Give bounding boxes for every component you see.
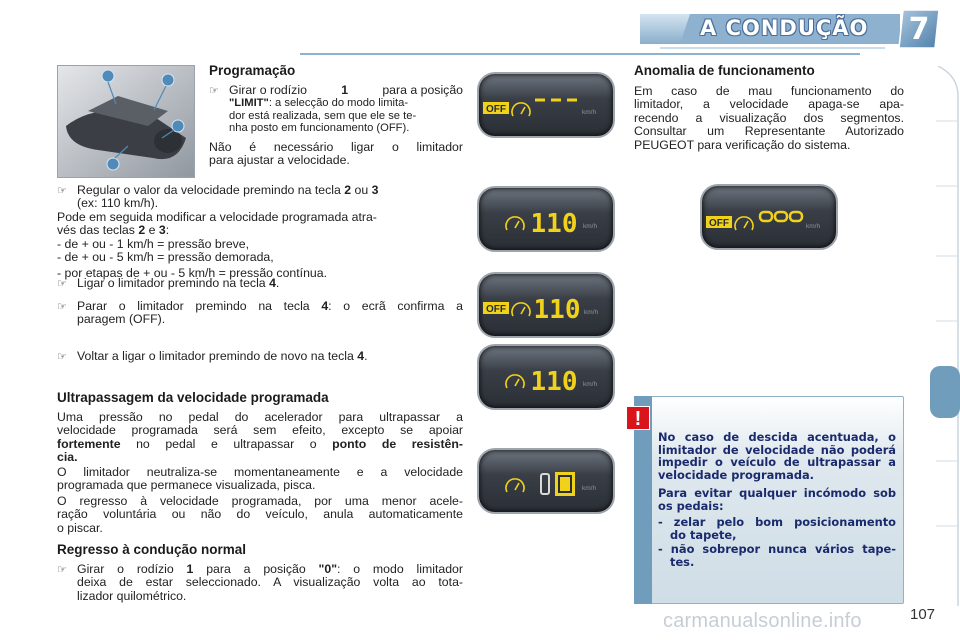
- key-label: 4: [321, 299, 329, 313]
- text: Girar o rodízio: [229, 83, 307, 97]
- text: :: [165, 223, 170, 238]
- hand-pointer-icon: ☞: [57, 350, 67, 363]
- key-label: 3: [371, 183, 379, 197]
- speedometer-icon: [506, 375, 524, 388]
- text: o piscar.: [57, 520, 103, 535]
- text: Pode em seguida modificar a velocidade programada atra-: [57, 210, 377, 224]
- text: O regresso à velocidade programada, por uma menor acele-: [57, 494, 463, 508]
- text: para a posição: [382, 83, 463, 97]
- paragraph-regresso-velocidade: [57, 495, 463, 535]
- list-item-regresso: [57, 563, 463, 605]
- speedometer-icon: [506, 217, 524, 230]
- display-blinking: [477, 448, 615, 514]
- list-item: - de + ou - 5 km/h = pressão demorada,: [57, 250, 274, 265]
- text: Em caso de mau funcionamento do: [634, 84, 904, 98]
- text: programada que permanece visualizada, pisca.: [57, 478, 316, 493]
- list-item-ligar: [57, 277, 463, 291]
- list-item: - por etapas de + ou - 5 km/h = pressão contínua.: [57, 265, 328, 280]
- heading-programacao: Programação: [209, 63, 296, 78]
- text: Não é necessário ligar o limitador: [209, 140, 463, 154]
- paragraph-ultrapassagem: [57, 411, 463, 465]
- text: Para evitar qualquer incómodo sob: [658, 486, 896, 500]
- text: impedir o veículo de ultrapassar a: [658, 455, 896, 470]
- list-item-voltar: [57, 350, 463, 364]
- warning-paragraph-1: [658, 431, 896, 481]
- text: recendo a visualização dos segmentos.: [634, 110, 904, 125]
- limiter-stalk-image: [57, 65, 195, 178]
- list-item: - zelar pelo bom posicionamento: [658, 515, 896, 529]
- unit-label: km/h: [582, 485, 597, 492]
- list-item: tes.: [670, 554, 695, 569]
- emphasis: ponto de resistên-: [332, 436, 463, 451]
- display-limit-off: [477, 72, 615, 138]
- heading-anomalia: Anomalia de funcionamento: [634, 63, 815, 78]
- text: paragem (OFF).: [77, 312, 166, 327]
- text: : a selecção do modo limita-: [268, 97, 409, 110]
- text: limitador de velocidade não poderá: [658, 442, 896, 457]
- display-speed-110-resumed: [477, 344, 615, 410]
- text: limitador, a velocidade apaga-se apa-: [634, 97, 904, 112]
- chapter-number: 7: [908, 12, 930, 47]
- text: os pedais:: [658, 498, 724, 513]
- warning-paragraph-2: [658, 487, 896, 512]
- chapter-edge-tabs: [928, 66, 960, 606]
- paragraph-nao-necessario: [209, 141, 463, 168]
- off-label: OFF: [486, 304, 506, 315]
- text: nha posto em funcionamento (OFF).: [229, 122, 410, 135]
- list-item: - não sobrepor nunca vários tape-: [658, 542, 896, 557]
- paragraph-modificar: [57, 211, 463, 280]
- text: Uma pressão no pedal do acelerador para ultrapassar a: [57, 410, 463, 424]
- speed-readout: 110: [533, 295, 581, 325]
- text: ração voluntária ou não do veículo, anula automaticamente: [57, 507, 463, 522]
- list-item: - de + ou - 1 km/h = pressão breve,: [57, 236, 250, 251]
- speedometer-icon: [506, 479, 524, 492]
- text: .: [275, 276, 280, 290]
- off-label: OFF: [709, 218, 729, 229]
- hand-pointer-icon: ☞: [57, 277, 67, 290]
- key-label: 2: [344, 183, 352, 197]
- text: velocidade programada será sem efeito, excepto se apoiar: [57, 423, 463, 438]
- text: e: [145, 223, 159, 238]
- text: Parar o limitador premindo na tecla: [77, 299, 322, 313]
- key-label: 3: [158, 223, 166, 238]
- heading-regresso: Regresso à condução normal: [57, 542, 247, 557]
- text: lizador quilométrico.: [77, 588, 187, 603]
- text: deixa de estar seleccionado. A visualização volta ao tota-: [77, 575, 463, 590]
- paragraph-anomalia: [634, 85, 904, 152]
- hand-pointer-icon: ☞: [209, 84, 219, 97]
- text: Ligar o limitador premindo na tecla: [77, 276, 270, 290]
- display-anomaly: [700, 184, 838, 250]
- key-label: 4: [357, 349, 365, 363]
- text: (ex: 110 km/h).: [77, 196, 159, 211]
- display-off-110: [477, 272, 615, 338]
- text: O limitador neutraliza-se momentaneamente e a velocidade: [57, 465, 463, 479]
- unit-label: km/h: [584, 309, 599, 316]
- speed-readout: 110: [530, 209, 578, 239]
- speedometer-icon: [512, 103, 530, 116]
- key-label: 1: [186, 562, 194, 576]
- watermark: carmanualsonline.info: [663, 610, 862, 632]
- text: velocidade programada.: [658, 467, 814, 482]
- key-label: "0": [318, 562, 338, 576]
- key-label: 2: [138, 223, 146, 238]
- page-title: A CONDUÇÃO: [700, 16, 869, 40]
- text: no pedal e ultrapassar o: [120, 436, 333, 451]
- text: PEUGEOT para verificação do sistema.: [634, 137, 851, 152]
- list-item-parar: [57, 300, 463, 328]
- display-speed-110: [477, 186, 615, 252]
- text: Voltar a ligar o limitador premindo de novo na tecla: [77, 349, 358, 363]
- text: Consultar um Representante Autorizado: [634, 124, 904, 139]
- limit-label: "LIMIT": [229, 97, 269, 110]
- text: dor está realizada, sem que ele se te-: [229, 109, 417, 122]
- page-number: 107: [910, 606, 936, 623]
- speed-readout: 110: [530, 367, 578, 397]
- segment-placeholders: [760, 212, 802, 221]
- paragraph-neutraliza: [57, 466, 463, 493]
- list-item: do tapete,: [670, 527, 737, 542]
- text: ou: [351, 183, 372, 197]
- unit-label: km/h: [582, 109, 597, 116]
- text: para ajustar a velocidade.: [209, 153, 350, 168]
- emphasis: cia.: [57, 450, 78, 465]
- speedometer-icon: [735, 217, 753, 230]
- key-label: 4: [269, 276, 276, 290]
- text: : o ecrã confirma a: [328, 299, 463, 313]
- off-label: OFF: [486, 104, 506, 115]
- hand-pointer-icon: ☞: [57, 300, 67, 313]
- speedometer-icon: [512, 303, 530, 316]
- unit-label: km/h: [583, 381, 598, 388]
- hand-pointer-icon: ☞: [57, 184, 67, 197]
- list-item-girar: [209, 84, 463, 140]
- hand-pointer-icon: ☞: [57, 563, 67, 576]
- text: vés das teclas: [57, 223, 139, 238]
- unit-label: km/h: [583, 223, 598, 230]
- key-label: 1: [341, 83, 349, 97]
- emphasis: fortemente: [57, 436, 121, 451]
- text: : o modo limitador: [337, 562, 463, 576]
- heading-ultrapassagem: Ultrapassagem da velocidade programada: [57, 390, 329, 405]
- text: Girar o rodízio: [77, 562, 187, 576]
- warning-exclamation-icon: !: [626, 406, 650, 430]
- text: para a posição: [193, 562, 319, 576]
- blinking-segments: [541, 472, 575, 496]
- unit-label: km/h: [806, 223, 821, 230]
- warning-list: [658, 516, 896, 568]
- text: No caso de descida acentuada, o: [658, 430, 896, 444]
- text: Regular o valor da velocidade premindo na tecla: [77, 183, 345, 197]
- text: .: [364, 349, 368, 363]
